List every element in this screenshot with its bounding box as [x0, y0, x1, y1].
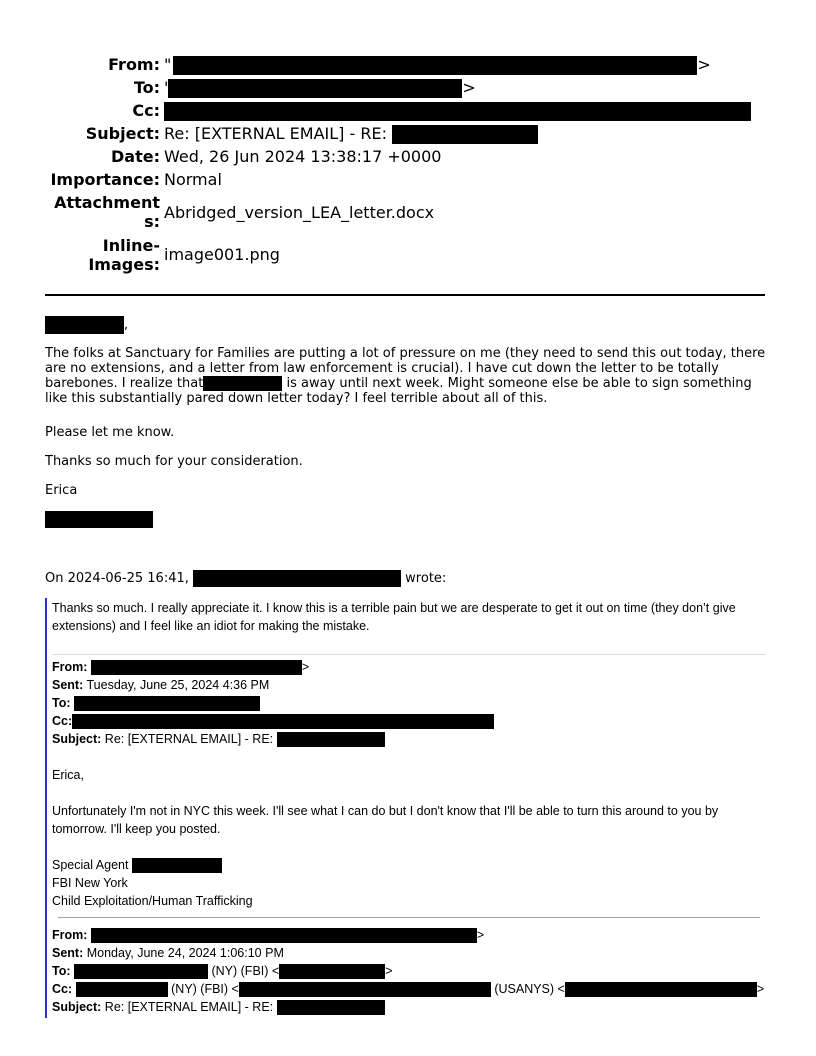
msg1-sig-unit: Child Exploitation/Human Trafficking — [52, 894, 253, 908]
quoted-separator-2 — [58, 917, 760, 918]
msg1-from: From: > — [52, 660, 310, 674]
msg1-subject: Subject: Re: [EXTERNAL EMAIL] - RE: — [52, 730, 385, 748]
date-label: Date: — [111, 147, 160, 166]
attachments-label: Attachment s: — [54, 193, 160, 231]
quote-bar — [45, 598, 47, 1018]
to-label: To: — [133, 78, 160, 97]
msg1-body: Unfortunately I'm not in NYC this week. I'll see what I can do but I don't know that I'll be able to turn this around to you by tomorrow. I'll keep you posted. — [52, 804, 719, 836]
msg2-cc: Cc: (NY) (FBI) < (USANYS) < > — [52, 982, 765, 996]
msg1-to: To: — [52, 694, 260, 712]
from-value: " > — [164, 55, 711, 74]
redaction — [45, 316, 124, 334]
msg2-sent: Sent: Monday, June 24, 2024 1:06:10 PM — [52, 946, 284, 960]
subject-value: Re: [EXTERNAL EMAIL] - RE: — [164, 124, 538, 144]
redaction — [277, 732, 385, 747]
redaction — [193, 570, 401, 587]
cc-label: Cc: — [132, 101, 160, 120]
msg1-greeting: Erica, — [52, 768, 84, 782]
from-label: From: — [108, 55, 160, 74]
body-paragraph-1: The folks at Sanctuary for Families are putting a lot of pressure on me (they need to send this out today, there are no extensions, and a letter from law enforcement is crucial). I have cut down the letter to be totally barebones. I realize that is away until next week. Might someone else be able to sign something like this substantially pared down letter today? I feel terrible about all of this. — [45, 346, 766, 406]
redaction — [76, 982, 168, 997]
msg1-cc: Cc: — [52, 712, 494, 730]
redaction — [72, 714, 494, 729]
body-paragraph-2: Please let me know. — [45, 425, 175, 440]
importance-label: Importance: — [50, 170, 160, 189]
redaction — [74, 964, 208, 979]
greeting: , — [45, 316, 767, 334]
signoff: Erica — [45, 483, 78, 498]
header-divider — [45, 294, 765, 296]
subject-label: Subject: — [85, 124, 160, 143]
redaction — [132, 858, 222, 873]
msg2-subject: Subject: Re: [EXTERNAL EMAIL] - RE: — [52, 998, 385, 1016]
redaction — [279, 964, 385, 979]
redaction — [91, 928, 477, 943]
msg2-to: To: (NY) (FBI) < > — [52, 964, 393, 978]
signature-redaction — [45, 511, 767, 528]
on-wrote-line: On 2024-06-25 16:41, wrote: — [45, 571, 447, 586]
inline-image-link[interactable]: image001.png — [164, 245, 280, 264]
redaction — [277, 1000, 385, 1015]
redaction — [565, 982, 757, 997]
redaction — [91, 660, 302, 675]
date-value: Wed, 26 Jun 2024 13:38:17 +0000 — [164, 147, 442, 166]
redaction — [392, 125, 538, 144]
redaction — [45, 511, 153, 528]
to-value: ' > — [164, 78, 476, 97]
redaction — [203, 376, 282, 391]
quoted-reply-text: Thanks so much. I really appreciate it. I know this is a terrible pain but we are desperate to get it out on time (they don’t give extensions) and I feel like an idiot for making the mistake. — [52, 601, 736, 633]
inline-images-label: Inline- Images: — [88, 236, 160, 274]
redaction — [173, 56, 697, 75]
attachment-link[interactable]: Abridged_version_LEA_letter.docx — [164, 203, 435, 222]
redaction — [164, 102, 751, 121]
redaction — [168, 79, 462, 98]
cc-value — [164, 101, 751, 121]
msg1-sent: Sent: Tuesday, June 25, 2024 4:36 PM — [52, 678, 270, 692]
redaction — [74, 696, 260, 711]
importance-value: Normal — [164, 170, 222, 189]
msg2-from: From: > — [52, 928, 485, 942]
msg1-sig-title: Special Agent — [52, 856, 222, 874]
redaction — [239, 982, 491, 997]
quoted-separator — [52, 654, 766, 655]
msg1-sig-office: FBI New York — [52, 876, 128, 890]
body-paragraph-3: Thanks so much for your consideration. — [45, 454, 303, 469]
